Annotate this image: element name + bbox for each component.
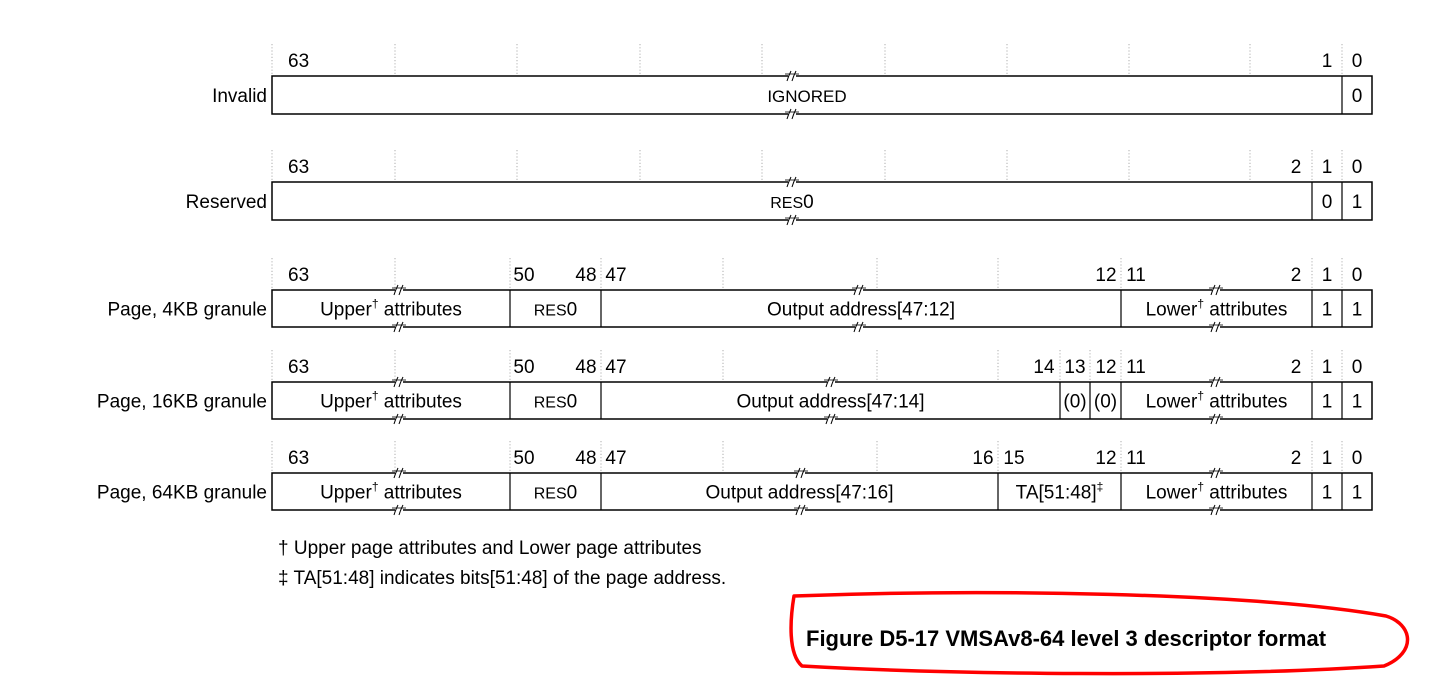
field-lower: Lower† attributes [1145,296,1288,321]
bit-number-63: 63 [288,157,310,178]
field-res0: RES0 [533,482,578,504]
bit-number-0: 0 [1351,51,1363,72]
bit-number-63: 63 [288,265,310,286]
bit-number-47: 47 [605,357,627,378]
footnote-dagger: † Upper page attributes and Lower page attributes [278,538,702,559]
field-0: (0) [1063,391,1087,413]
bit-number-14: 14 [1033,357,1055,378]
bit-number-16: 16 [972,448,994,469]
field-upper: Upper† attributes [320,479,462,504]
row-reserved [186,150,1372,225]
bit-number-1: 1 [1321,357,1333,378]
field-0: 0 [1321,192,1333,213]
field-res0: RES0 [533,391,578,413]
bit-number-50: 50 [513,448,535,469]
bit-number-48: 48 [575,357,597,378]
bit-number-11: 11 [1126,448,1146,469]
footnote-double-dagger: ‡ TA[51:48] indicates bits[51:48] of the page address. [278,568,727,589]
field-upper: Upper† attributes [320,388,462,413]
field-ta-51-48: TA[51:48]‡ [1015,479,1104,504]
bit-number-50: 50 [513,265,535,286]
row-label: Page, 4KB granule [107,299,267,321]
field-0: 0 [1351,86,1363,107]
bit-number-0: 0 [1351,357,1363,378]
bit-number-0: 0 [1351,157,1363,178]
bit-number-12: 12 [1095,357,1117,378]
bit-number-63: 63 [288,448,310,469]
bit-number-13: 13 [1064,357,1086,378]
bit-number-2: 2 [1290,265,1302,286]
field-1: 1 [1351,482,1363,504]
row-label: Page, 64KB granule [96,482,267,504]
figure-caption: Figure D5-17 VMSAv8-64 level 3 descriptor format [806,626,1327,651]
field-res0: RES0 [533,299,578,321]
row-invalid [212,44,1372,119]
bit-number-63: 63 [288,357,310,378]
row-label: Reserved [185,192,267,213]
row-label: Page, 16KB granule [96,391,267,413]
field-output-address-47-16: Output address[47:16] [705,482,894,504]
bit-number-15: 15 [1003,448,1025,469]
field-1: 1 [1351,192,1363,213]
field-lower: Lower† attributes [1145,479,1288,504]
bit-number-1: 1 [1321,51,1333,72]
bit-number-0: 0 [1351,448,1363,469]
bit-number-47: 47 [605,448,627,469]
field-res0: RES0 [770,192,814,213]
bit-number-12: 12 [1095,448,1117,469]
field-output-address-47-12: Output address[47:12] [766,299,956,321]
bit-number-1: 1 [1321,157,1333,178]
field-1: 1 [1321,391,1333,413]
bit-number-2: 2 [1290,157,1302,178]
bit-number-50: 50 [513,357,535,378]
field-1: 1 [1321,299,1333,321]
row-page-4kb-granule [107,258,1372,332]
row-label: Invalid [212,86,267,107]
field-ignored: IGNORED [767,87,847,106]
bit-number-48: 48 [575,448,597,469]
field-1: 1 [1321,482,1333,504]
field-0: (0) [1093,391,1118,413]
field-1: 1 [1351,299,1363,321]
bit-number-63: 63 [288,51,310,72]
field-1: 1 [1351,391,1363,413]
bit-number-47: 47 [605,265,627,286]
bit-number-0: 0 [1351,265,1363,286]
bit-number-48: 48 [575,265,597,286]
register-box [272,182,1372,220]
bit-number-11: 11 [1126,265,1146,286]
bit-number-2: 2 [1290,357,1302,378]
row-page-16kb-granule [97,350,1372,424]
field-lower: Lower† attributes [1145,388,1288,413]
bit-number-1: 1 [1321,448,1333,469]
bit-number-2: 2 [1290,448,1302,469]
field-output-address-47-14: Output address[47:14] [736,391,925,413]
bit-number-12: 12 [1095,265,1117,286]
bit-number-1: 1 [1321,265,1333,286]
field-upper: Upper† attributes [320,296,462,321]
bit-number-11: 11 [1126,357,1146,378]
row-page-64kb-granule [97,441,1372,515]
